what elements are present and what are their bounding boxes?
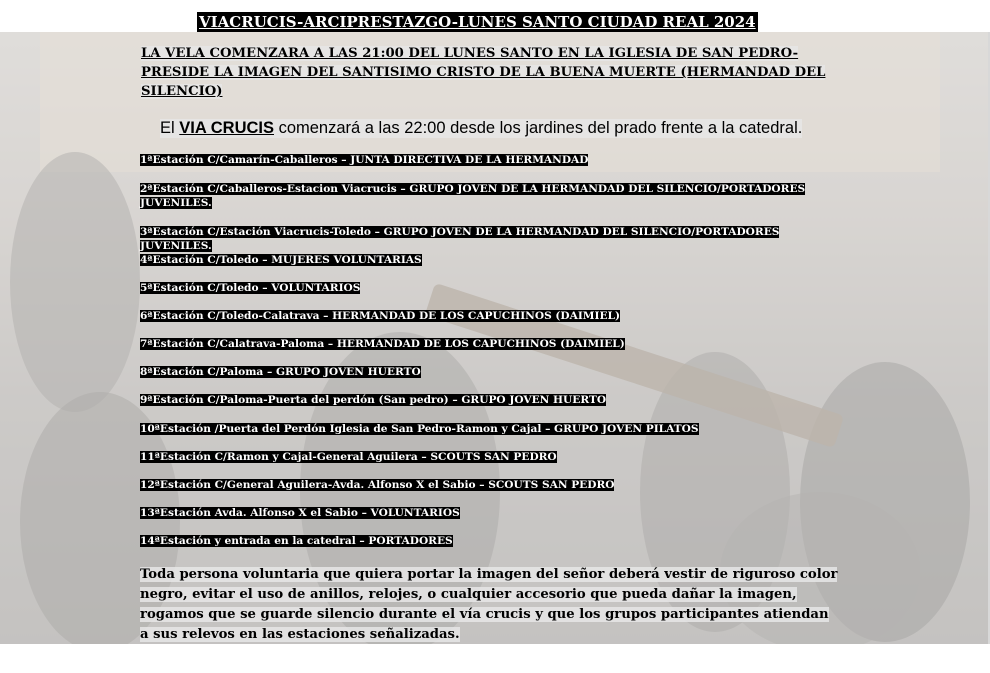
station-label: 6ªEstación C/Toledo-Calatrava – HERMANDAD DE LOS CAPUCHINOS (DAIMIEL) <box>140 310 620 322</box>
station-item <box>140 253 422 267</box>
station-label: 14ªEstación y entrada en la catedral – PORTADORES <box>140 535 453 547</box>
poster-title: VIACRUCIS-ARCIPRESTAZGO-LUNES SANTO CIUDAD REAL 2024 <box>199 13 756 31</box>
vigil-intro-text: LA VELA COMENZARA A LAS 21:00 DEL LUNES SANTO EN LA IGLESIA DE SAN PEDRO-PRESIDE LA IMAGEN DEL SANTISIMO CRISTO DE LA BUENA MUERTE (HERMANDAD DEL SILENCIO) <box>141 46 826 99</box>
station-item <box>140 337 625 351</box>
station-label: 11ªEstación C/Ramon y Cajal-General Aguilera – SCOUTS SAN PEDRO <box>140 451 557 463</box>
station-item <box>140 281 360 295</box>
station-item <box>140 422 699 436</box>
start-after: comenzará a las 22:00 desde los jardines del prado frente a la catedral. <box>274 119 803 137</box>
start-highlight: VIA CRUCIS <box>179 119 274 137</box>
station-label: 1ªEstación C/Camarín-Caballeros – JUNTA DIRECTIVA DE LA HERMANDAD <box>140 154 589 166</box>
station-label: 8ªEstación C/Paloma – GRUPO JOVEN HUERTO <box>140 366 421 378</box>
station-item <box>140 153 588 167</box>
station-item <box>140 450 557 464</box>
start-before: El <box>160 119 180 137</box>
station-label: 2ªEstación C/Caballeros-Estacion Viacrucis – GRUPO JOVEN DE LA HERMANDAD DEL SILENCIO/PORTADORES JUVENILES. <box>140 183 806 209</box>
station-item <box>140 393 606 407</box>
volunteer-note <box>140 565 840 645</box>
station-item <box>140 225 840 253</box>
station-item <box>140 478 614 492</box>
start-line <box>160 119 802 138</box>
station-item <box>140 506 460 520</box>
station-item <box>140 182 840 210</box>
station-item <box>140 365 421 379</box>
station-label: 12ªEstación C/General Aguilera-Avda. Alfonso X el Sabio – SCOUTS SAN PEDRO <box>140 479 615 491</box>
station-label: 3ªEstación C/Estación Viacrucis-Toledo – GRUPO JOVEN DE LA HERMANDAD DEL SILENCIO/PORTADORES JUVENILES. <box>140 226 780 252</box>
station-item <box>140 309 620 323</box>
vigil-intro <box>141 44 841 101</box>
station-label: 7ªEstación C/Calatrava-Paloma – HERMANDAD DE LOS CAPUCHINOS (DAIMIEL) <box>140 338 625 350</box>
station-label: 5ªEstación C/Toledo – VOLUNTARIOS <box>140 282 361 294</box>
station-label: 9ªEstación C/Paloma-Puerta del perdón (San pedro) – GRUPO JOVEN HUERTO <box>140 394 607 406</box>
volunteer-note-text: Toda persona voluntaria que quiera portar la imagen del señor deberá vestir de riguroso color negro, evitar el uso de anillos, relojes, o cualquier accesorio que pueda dañar la imagen, rogamos que se guarde silencio durante el vía crucis y que los grupos participantes atiendan a sus relevos en las estaciones señalizadas. <box>140 567 838 642</box>
station-item <box>140 534 453 548</box>
station-label: 13ªEstación Avda. Alfonso X el Sabio – VOLUNTARIOS <box>140 507 460 519</box>
station-label: 4ªEstación C/Toledo – MUJERES VOLUNTARIAS <box>140 254 422 266</box>
station-label: 10ªEstación /Puerta del Perdón Iglesia de San Pedro-Ramon y Cajal – GRUPO JOVEN PILATOS <box>140 423 699 435</box>
